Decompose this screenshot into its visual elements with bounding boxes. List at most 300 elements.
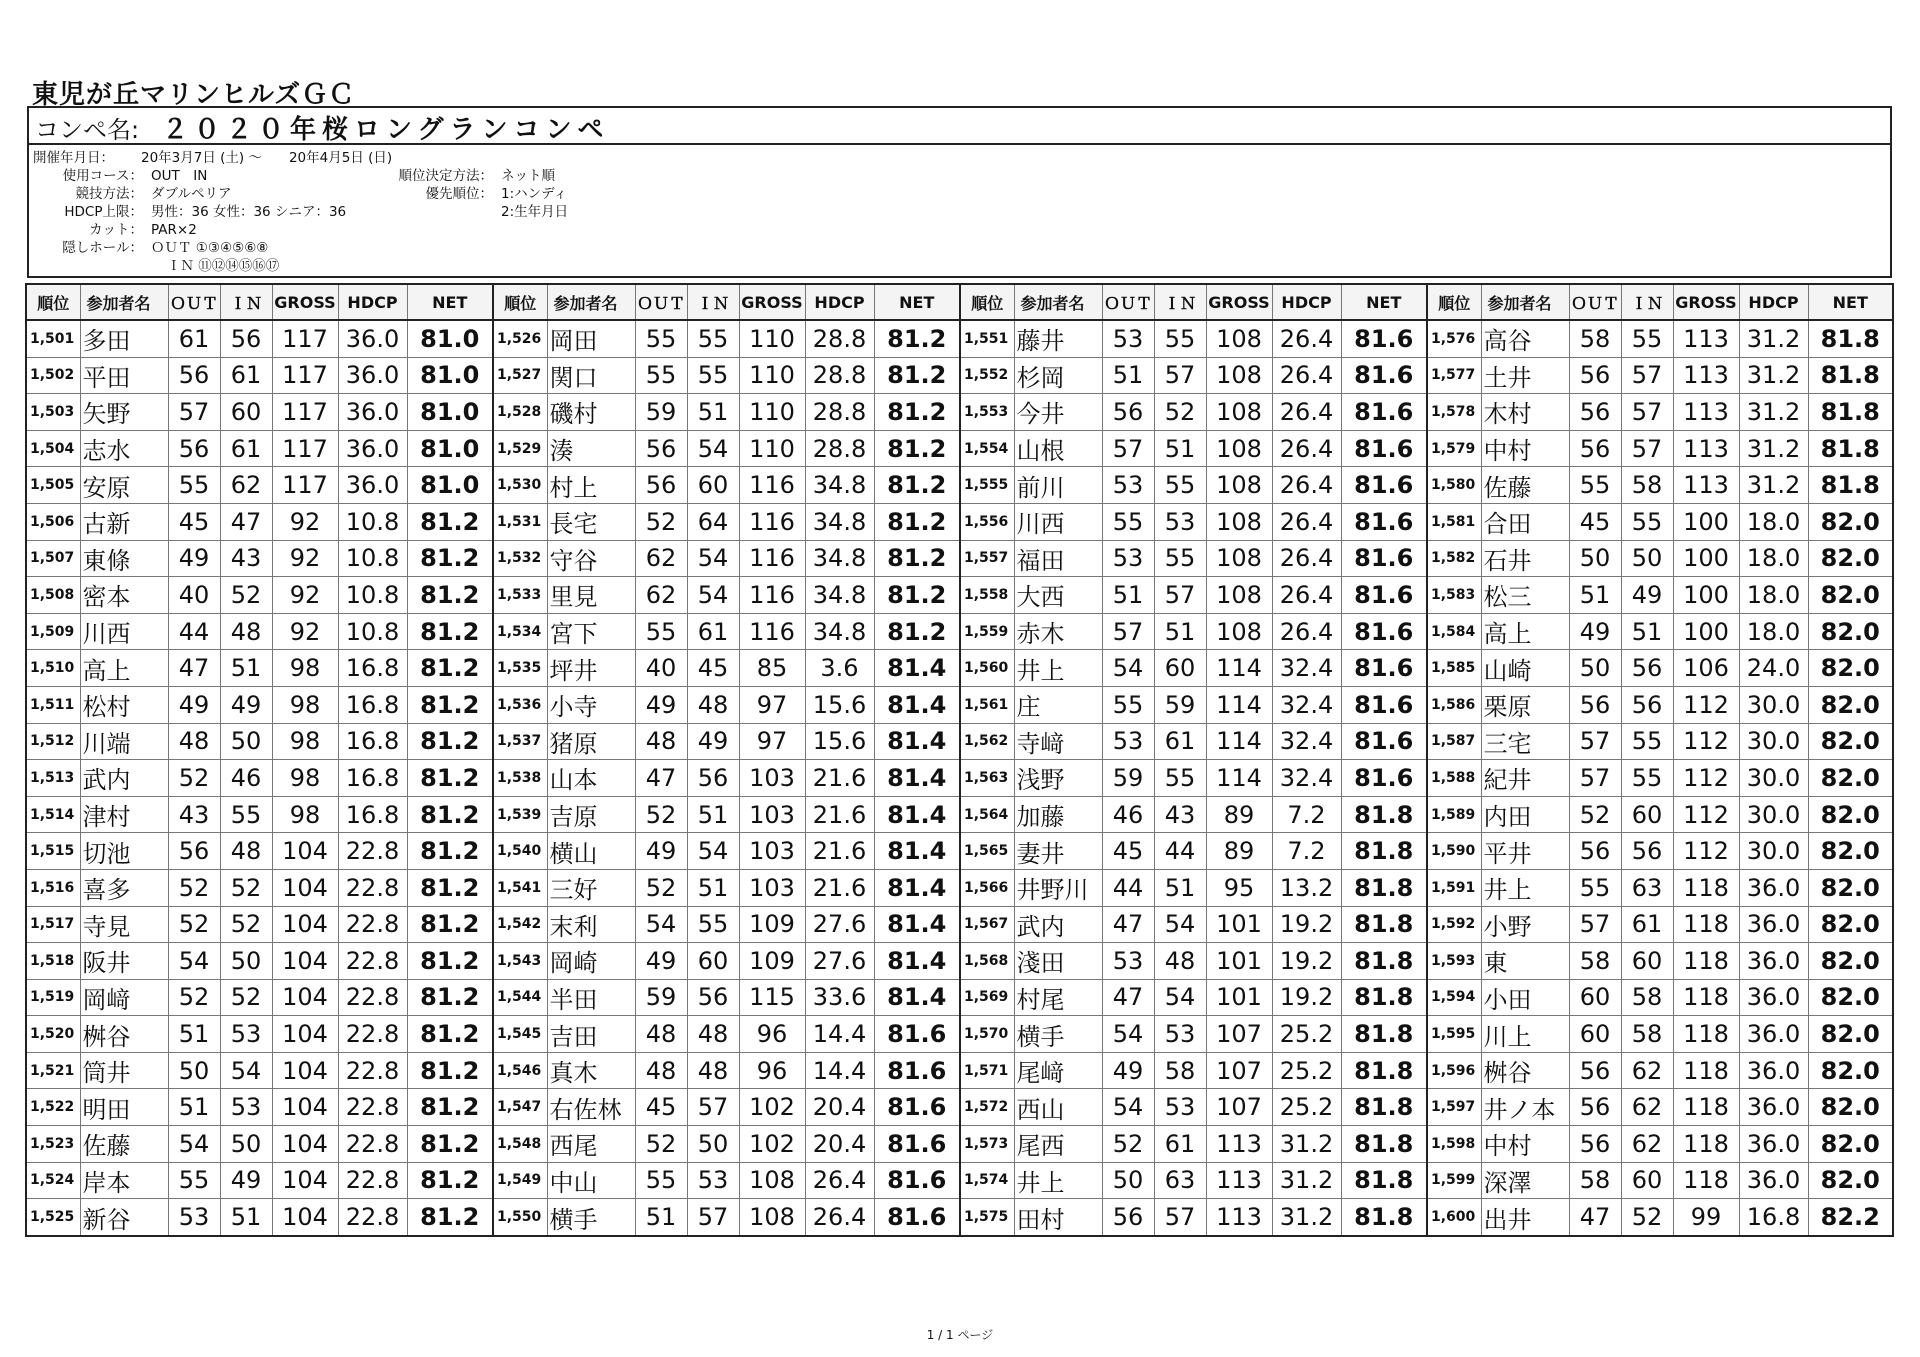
in-score: 52 bbox=[220, 906, 272, 943]
net-score: 81.8 bbox=[1808, 357, 1893, 394]
rank: 1,565 bbox=[960, 833, 1014, 870]
hdcp: 21.6 bbox=[805, 833, 874, 870]
in-score: 46 bbox=[220, 760, 272, 797]
rank: 1,542 bbox=[493, 906, 547, 943]
rank: 1,569 bbox=[960, 979, 1014, 1016]
table-row bbox=[26, 1162, 1893, 1199]
rank: 1,552 bbox=[960, 357, 1014, 394]
in-score: 57 bbox=[1621, 357, 1673, 394]
results-body bbox=[26, 320, 1893, 1236]
in-score: 49 bbox=[220, 686, 272, 723]
hdcp: 25.2 bbox=[1272, 1052, 1341, 1089]
player-name: 喜多 bbox=[80, 869, 168, 906]
header-out: ＯＵＴ bbox=[635, 284, 687, 320]
net-score: 81.2 bbox=[407, 760, 493, 797]
out-score: 45 bbox=[1569, 503, 1621, 540]
player-name: 磯村 bbox=[547, 394, 635, 431]
in-score: 51 bbox=[1154, 613, 1206, 650]
out-score: 52 bbox=[168, 760, 220, 797]
rank: 1,524 bbox=[26, 1162, 80, 1199]
out-score: 59 bbox=[1102, 760, 1154, 797]
hdcp: 18.0 bbox=[1739, 577, 1808, 614]
in-score: 55 bbox=[687, 320, 739, 357]
gross-score: 101 bbox=[1206, 906, 1272, 943]
gross-score: 116 bbox=[739, 467, 805, 504]
rank: 1,566 bbox=[960, 869, 1014, 906]
rank: 1,598 bbox=[1427, 1126, 1481, 1163]
hdcp: 16.8 bbox=[338, 686, 407, 723]
rank: 1,509 bbox=[26, 613, 80, 650]
player-name: 中村 bbox=[1481, 1126, 1569, 1163]
in-score: 53 bbox=[220, 1016, 272, 1053]
out-score: 62 bbox=[635, 540, 687, 577]
player-name: 山崎 bbox=[1481, 650, 1569, 687]
net-score: 81.6 bbox=[874, 1162, 960, 1199]
player-name: 前川 bbox=[1014, 467, 1102, 504]
in-score: 62 bbox=[1621, 1126, 1673, 1163]
out-score: 55 bbox=[168, 467, 220, 504]
net-score: 81.2 bbox=[407, 906, 493, 943]
gross-score: 112 bbox=[1673, 723, 1739, 760]
net-score: 82.0 bbox=[1808, 723, 1893, 760]
out-score: 55 bbox=[635, 357, 687, 394]
player-name: 里見 bbox=[547, 577, 635, 614]
rank: 1,577 bbox=[1427, 357, 1481, 394]
in-score: 56 bbox=[1621, 686, 1673, 723]
out-score: 52 bbox=[168, 979, 220, 1016]
net-score: 81.2 bbox=[407, 577, 493, 614]
rank: 1,578 bbox=[1427, 394, 1481, 431]
player-name: 松三 bbox=[1481, 577, 1569, 614]
net-score: 81.6 bbox=[874, 1126, 960, 1163]
hdcp: 36.0 bbox=[338, 357, 407, 394]
in-score: 56 bbox=[1621, 650, 1673, 687]
gross-score: 89 bbox=[1206, 796, 1272, 833]
net-score: 81.8 bbox=[1341, 906, 1427, 943]
rank: 1,559 bbox=[960, 613, 1014, 650]
out-score: 51 bbox=[635, 1199, 687, 1236]
in-score: 57 bbox=[1154, 1199, 1206, 1236]
out-score: 52 bbox=[635, 1126, 687, 1163]
in-score: 55 bbox=[687, 906, 739, 943]
gross-score: 110 bbox=[739, 394, 805, 431]
hdcp: 26.4 bbox=[1272, 613, 1341, 650]
out-score: 49 bbox=[635, 686, 687, 723]
out-score: 54 bbox=[168, 943, 220, 980]
net-score: 81.6 bbox=[1341, 577, 1427, 614]
table-row bbox=[26, 906, 1893, 943]
out-score: 54 bbox=[635, 906, 687, 943]
rank: 1,585 bbox=[1427, 650, 1481, 687]
in-score: 54 bbox=[687, 540, 739, 577]
player-name: 明田 bbox=[80, 1089, 168, 1126]
out-score: 50 bbox=[1569, 540, 1621, 577]
hdcp: 26.4 bbox=[1272, 577, 1341, 614]
in-score: 55 bbox=[220, 796, 272, 833]
net-score: 81.8 bbox=[1341, 1126, 1427, 1163]
rank: 1,507 bbox=[26, 540, 80, 577]
in-score: 60 bbox=[220, 394, 272, 431]
in-score: 54 bbox=[687, 430, 739, 467]
in-score: 55 bbox=[1154, 320, 1206, 357]
out-score: 57 bbox=[1569, 906, 1621, 943]
gross-score: 115 bbox=[739, 979, 805, 1016]
hdcp: 36.0 bbox=[338, 467, 407, 504]
net-score: 81.4 bbox=[874, 650, 960, 687]
info-hidden-holes bbox=[29, 236, 268, 256]
out-score: 49 bbox=[635, 943, 687, 980]
in-score: 58 bbox=[1621, 1016, 1673, 1053]
gross-score: 117 bbox=[272, 320, 338, 357]
in-score: 51 bbox=[1621, 613, 1673, 650]
gross-score: 104 bbox=[272, 1162, 338, 1199]
hdcp: 36.0 bbox=[1739, 1089, 1808, 1126]
rank: 1,508 bbox=[26, 577, 80, 614]
in-score: 55 bbox=[1621, 723, 1673, 760]
hdcp: 14.4 bbox=[805, 1052, 874, 1089]
ranking-method-value: ネット順 bbox=[501, 168, 555, 184]
player-name: 西山 bbox=[1014, 1089, 1102, 1126]
hdcp: 16.8 bbox=[1739, 1199, 1808, 1236]
net-score: 82.0 bbox=[1808, 1162, 1893, 1199]
out-score: 58 bbox=[1569, 320, 1621, 357]
rank: 1,595 bbox=[1427, 1016, 1481, 1053]
hdcp: 36.0 bbox=[1739, 979, 1808, 1016]
rank: 1,536 bbox=[493, 686, 547, 723]
hdcp: 15.6 bbox=[805, 686, 874, 723]
in-score: 54 bbox=[1154, 979, 1206, 1016]
hdcp: 36.0 bbox=[1739, 1016, 1808, 1053]
out-score: 57 bbox=[1102, 430, 1154, 467]
in-score: 61 bbox=[220, 357, 272, 394]
player-name: 石井 bbox=[1481, 540, 1569, 577]
gross-score: 92 bbox=[272, 503, 338, 540]
in-score: 57 bbox=[1621, 430, 1673, 467]
in-score: 63 bbox=[1154, 1162, 1206, 1199]
out-score: 45 bbox=[635, 1089, 687, 1126]
gross-score: 104 bbox=[272, 943, 338, 980]
player-name: 小野 bbox=[1481, 906, 1569, 943]
net-score: 81.0 bbox=[407, 394, 493, 431]
rank: 1,564 bbox=[960, 796, 1014, 833]
hdcp: 22.8 bbox=[338, 979, 407, 1016]
net-score: 81.2 bbox=[407, 869, 493, 906]
out-score: 48 bbox=[635, 723, 687, 760]
rank: 1,572 bbox=[960, 1089, 1014, 1126]
net-score: 81.0 bbox=[407, 467, 493, 504]
rank: 1,537 bbox=[493, 723, 547, 760]
out-score: 48 bbox=[168, 723, 220, 760]
gross-score: 85 bbox=[739, 650, 805, 687]
net-score: 82.0 bbox=[1808, 796, 1893, 833]
gross-score: 114 bbox=[1206, 650, 1272, 687]
header-in: ＩＮ bbox=[1154, 284, 1206, 320]
player-name: 井上 bbox=[1014, 1162, 1102, 1199]
table-row bbox=[26, 430, 1893, 467]
gross-score: 104 bbox=[272, 1126, 338, 1163]
hdcp: 18.0 bbox=[1739, 503, 1808, 540]
out-score: 49 bbox=[168, 686, 220, 723]
in-score: 49 bbox=[220, 1162, 272, 1199]
in-score: 61 bbox=[687, 613, 739, 650]
out-score: 43 bbox=[168, 796, 220, 833]
header-gross: GROSS bbox=[739, 284, 805, 320]
rank: 1,518 bbox=[26, 943, 80, 980]
table-row bbox=[26, 833, 1893, 870]
player-name: 切池 bbox=[80, 833, 168, 870]
gross-score: 112 bbox=[1673, 760, 1739, 797]
net-score: 81.8 bbox=[1341, 1089, 1427, 1126]
in-score: 50 bbox=[220, 943, 272, 980]
net-score: 81.2 bbox=[874, 394, 960, 431]
header-net: NET bbox=[874, 284, 960, 320]
hdcp: 36.0 bbox=[338, 320, 407, 357]
in-score: 60 bbox=[687, 467, 739, 504]
player-name: 密本 bbox=[80, 577, 168, 614]
in-score: 62 bbox=[1621, 1089, 1673, 1126]
net-score: 81.2 bbox=[407, 650, 493, 687]
rank: 1,570 bbox=[960, 1016, 1014, 1053]
table-row bbox=[26, 650, 1893, 687]
player-name: 横手 bbox=[1014, 1016, 1102, 1053]
rank: 1,528 bbox=[493, 394, 547, 431]
hdcp: 10.8 bbox=[338, 540, 407, 577]
out-score: 59 bbox=[635, 979, 687, 1016]
net-score: 82.0 bbox=[1808, 943, 1893, 980]
hdcp: 22.8 bbox=[338, 1162, 407, 1199]
rank: 1,506 bbox=[26, 503, 80, 540]
info-cut bbox=[29, 218, 197, 238]
table-row bbox=[26, 357, 1893, 394]
header-gross: GROSS bbox=[1206, 284, 1272, 320]
table-row bbox=[26, 686, 1893, 723]
net-score: 82.0 bbox=[1808, 869, 1893, 906]
out-score: 60 bbox=[1569, 1016, 1621, 1053]
in-score: 57 bbox=[1154, 357, 1206, 394]
net-score: 81.2 bbox=[407, 1016, 493, 1053]
hdcp: 28.8 bbox=[805, 357, 874, 394]
out-score: 54 bbox=[1102, 1016, 1154, 1053]
rank: 1,560 bbox=[960, 650, 1014, 687]
gross-score: 113 bbox=[1206, 1126, 1272, 1163]
gross-score: 113 bbox=[1673, 467, 1739, 504]
player-name: 横山 bbox=[547, 833, 635, 870]
hdcp: 3.6 bbox=[805, 650, 874, 687]
gross-score: 114 bbox=[1206, 686, 1272, 723]
in-score: 43 bbox=[1154, 796, 1206, 833]
out-score: 57 bbox=[168, 394, 220, 431]
hdcp-limit-value: 男性：36 女性：36 シニア：36 bbox=[151, 204, 347, 220]
in-score: 51 bbox=[1154, 430, 1206, 467]
results-header-row bbox=[26, 284, 1893, 320]
out-score: 56 bbox=[1569, 357, 1621, 394]
out-score: 53 bbox=[1102, 943, 1154, 980]
hdcp: 32.4 bbox=[1272, 686, 1341, 723]
player-name: 岡﨑 bbox=[80, 979, 168, 1016]
in-score: 53 bbox=[1154, 1016, 1206, 1053]
rank: 1,510 bbox=[26, 650, 80, 687]
out-score: 49 bbox=[1102, 1052, 1154, 1089]
rank: 1,579 bbox=[1427, 430, 1481, 467]
hdcp: 30.0 bbox=[1739, 796, 1808, 833]
net-score: 81.4 bbox=[874, 760, 960, 797]
gross-score: 92 bbox=[272, 577, 338, 614]
hdcp: 28.8 bbox=[805, 394, 874, 431]
rank: 1,563 bbox=[960, 760, 1014, 797]
gross-score: 118 bbox=[1673, 1016, 1739, 1053]
player-name: 浅野 bbox=[1014, 760, 1102, 797]
out-score: 48 bbox=[635, 1052, 687, 1089]
rank: 1,502 bbox=[26, 357, 80, 394]
in-score: 48 bbox=[687, 1052, 739, 1089]
gross-score: 118 bbox=[1673, 1052, 1739, 1089]
table-row bbox=[26, 1016, 1893, 1053]
hdcp: 28.8 bbox=[805, 320, 874, 357]
rank: 1,561 bbox=[960, 686, 1014, 723]
player-name: 深澤 bbox=[1481, 1162, 1569, 1199]
in-score: 57 bbox=[1621, 394, 1673, 431]
rank: 1,593 bbox=[1427, 943, 1481, 980]
net-score: 81.4 bbox=[874, 686, 960, 723]
in-score: 60 bbox=[1621, 796, 1673, 833]
hdcp: 36.0 bbox=[338, 430, 407, 467]
net-score: 82.0 bbox=[1808, 1089, 1893, 1126]
in-score: 61 bbox=[1154, 1126, 1206, 1163]
in-score: 63 bbox=[1621, 869, 1673, 906]
in-score: 51 bbox=[687, 869, 739, 906]
gross-score: 116 bbox=[739, 540, 805, 577]
out-score: 56 bbox=[1569, 430, 1621, 467]
player-name: 桝谷 bbox=[80, 1016, 168, 1053]
header-gross: GROSS bbox=[272, 284, 338, 320]
player-name: 吉田 bbox=[547, 1016, 635, 1053]
player-name: 栗原 bbox=[1481, 686, 1569, 723]
gross-score: 114 bbox=[1206, 723, 1272, 760]
player-name: 佐藤 bbox=[80, 1126, 168, 1163]
in-score: 54 bbox=[220, 1052, 272, 1089]
gross-score: 98 bbox=[272, 796, 338, 833]
out-score: 52 bbox=[1569, 796, 1621, 833]
rank: 1,519 bbox=[26, 979, 80, 1016]
out-score: 54 bbox=[168, 1126, 220, 1163]
header-net: NET bbox=[407, 284, 493, 320]
in-score: 56 bbox=[687, 760, 739, 797]
out-score: 53 bbox=[1102, 723, 1154, 760]
player-name: 川西 bbox=[80, 613, 168, 650]
rank: 1,545 bbox=[493, 1016, 547, 1053]
net-score: 81.2 bbox=[407, 503, 493, 540]
competition-title-row bbox=[29, 108, 1890, 145]
player-name: 淺田 bbox=[1014, 943, 1102, 980]
gross-score: 117 bbox=[272, 430, 338, 467]
net-score: 81.2 bbox=[874, 467, 960, 504]
gross-score: 98 bbox=[272, 650, 338, 687]
in-score: 50 bbox=[1621, 540, 1673, 577]
net-score: 81.2 bbox=[407, 979, 493, 1016]
net-score: 81.2 bbox=[874, 430, 960, 467]
net-score: 81.8 bbox=[1341, 1199, 1427, 1236]
hdcp: 16.8 bbox=[338, 760, 407, 797]
header-in: ＩＮ bbox=[220, 284, 272, 320]
player-name: 庄 bbox=[1014, 686, 1102, 723]
in-score: 53 bbox=[1154, 1089, 1206, 1126]
net-score: 81.8 bbox=[1341, 979, 1427, 1016]
gross-score: 107 bbox=[1206, 1016, 1272, 1053]
header-player-name: 参加者名 bbox=[1014, 284, 1102, 320]
info-method bbox=[29, 182, 231, 202]
in-score: 55 bbox=[1154, 760, 1206, 797]
hdcp: 31.2 bbox=[1739, 357, 1808, 394]
out-score: 56 bbox=[1569, 1089, 1621, 1126]
header-out: ＯＵＴ bbox=[1102, 284, 1154, 320]
header-rank: 順位 bbox=[26, 284, 80, 320]
out-score: 47 bbox=[1102, 979, 1154, 1016]
out-score: 56 bbox=[635, 430, 687, 467]
method-value: ダブルペリア bbox=[151, 186, 232, 202]
rank: 1,580 bbox=[1427, 467, 1481, 504]
in-score: 62 bbox=[1621, 1052, 1673, 1089]
hdcp: 30.0 bbox=[1739, 723, 1808, 760]
rank: 1,533 bbox=[493, 577, 547, 614]
rank: 1,583 bbox=[1427, 577, 1481, 614]
player-name: 山根 bbox=[1014, 430, 1102, 467]
out-score: 47 bbox=[1569, 1199, 1621, 1236]
header-player-name: 参加者名 bbox=[1481, 284, 1569, 320]
gross-score: 108 bbox=[739, 1199, 805, 1236]
net-score: 81.2 bbox=[874, 577, 960, 614]
in-score: 60 bbox=[1621, 1162, 1673, 1199]
out-score: 49 bbox=[168, 540, 220, 577]
out-score: 55 bbox=[1102, 503, 1154, 540]
out-score: 58 bbox=[1569, 1162, 1621, 1199]
in-score: 51 bbox=[687, 796, 739, 833]
out-score: 44 bbox=[1102, 869, 1154, 906]
player-name: 小田 bbox=[1481, 979, 1569, 1016]
dates-value: 20年3月7日 (土) ～ 20年4月5日 (日) bbox=[141, 150, 393, 166]
net-score: 81.8 bbox=[1341, 833, 1427, 870]
player-name: 村上 bbox=[547, 467, 635, 504]
hdcp: 19.2 bbox=[1272, 943, 1341, 980]
hdcp: 31.2 bbox=[1272, 1126, 1341, 1163]
hdcp: 21.6 bbox=[805, 796, 874, 833]
player-name: 藤井 bbox=[1014, 320, 1102, 357]
in-score: 64 bbox=[687, 503, 739, 540]
in-score: 43 bbox=[220, 540, 272, 577]
gross-score: 108 bbox=[739, 1162, 805, 1199]
net-score: 81.6 bbox=[1341, 394, 1427, 431]
in-score: 48 bbox=[687, 1016, 739, 1053]
gross-score: 98 bbox=[272, 760, 338, 797]
hdcp: 26.4 bbox=[1272, 320, 1341, 357]
out-score: 56 bbox=[1102, 394, 1154, 431]
out-score: 61 bbox=[168, 320, 220, 357]
in-score: 52 bbox=[220, 979, 272, 1016]
rank: 1,525 bbox=[26, 1199, 80, 1236]
gross-score: 102 bbox=[739, 1089, 805, 1126]
hdcp: 32.4 bbox=[1272, 723, 1341, 760]
in-score: 48 bbox=[220, 613, 272, 650]
net-score: 81.4 bbox=[874, 869, 960, 906]
out-score: 45 bbox=[168, 503, 220, 540]
rank: 1,540 bbox=[493, 833, 547, 870]
hdcp: 36.0 bbox=[1739, 869, 1808, 906]
out-score: 50 bbox=[1569, 650, 1621, 687]
out-score: 47 bbox=[1102, 906, 1154, 943]
gross-score: 116 bbox=[739, 503, 805, 540]
header-gross: GROSS bbox=[1673, 284, 1739, 320]
hdcp: 16.8 bbox=[338, 723, 407, 760]
net-score: 81.2 bbox=[874, 540, 960, 577]
